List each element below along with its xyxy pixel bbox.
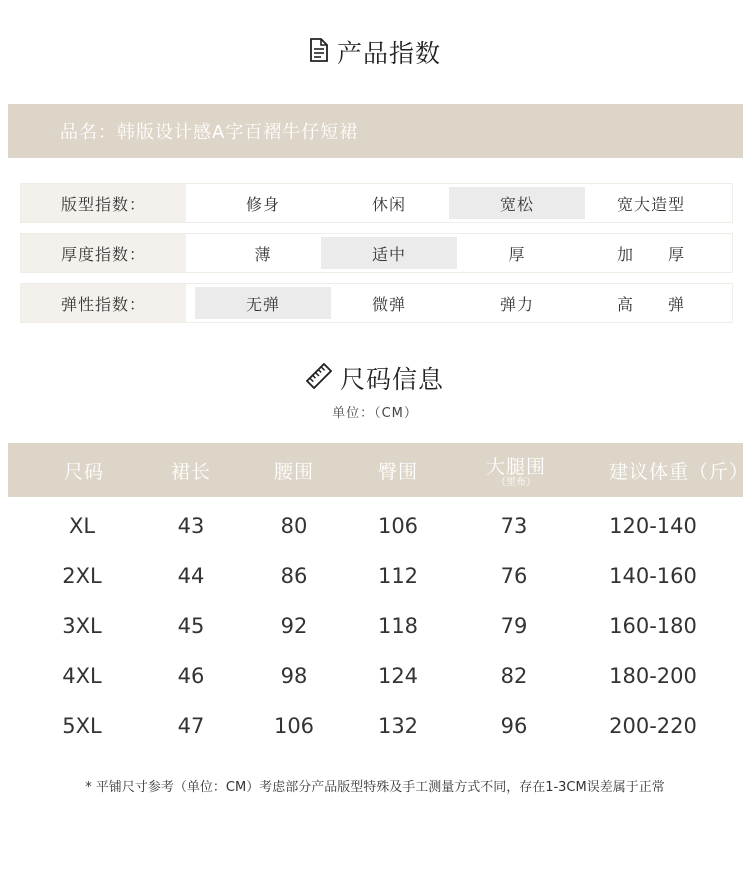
fit-option-loose-selected: 宽松 [449,187,585,219]
product-name-band [8,104,743,158]
product-index-title: 产品指数 [336,39,441,68]
header-skirt-length: 裙长 [170,460,212,483]
thickness-option-thin: 薄 [254,244,272,264]
measurement-footnote: * 平铺尺寸参考（单位：CM）考虑部分产品版型特殊及手工测量方式不同，存在1-3CM误差属于正常 [85,780,665,795]
cell-hip: 112 [377,564,419,588]
cell-waist: 98 [280,664,308,688]
cell-weight: 120-140 [609,514,697,538]
product-name: 品名：韩版设计感A字百褶牛仔短裙 [60,122,359,143]
cell-waist: 106 [273,714,315,738]
header-hip: 臀围 [377,460,419,483]
cell-size: 2XL [62,564,102,588]
elasticity-index-label: 弹性指数： [21,284,186,322]
cell-size: 3XL [62,614,102,638]
cell-hip: 118 [377,614,419,638]
header-thigh-subnote: （里布） [495,477,536,488]
elasticity-option-stretch: 弹力 [499,294,534,314]
table-row [0,651,750,701]
cell-weight: 180-200 [609,664,697,688]
header-suggested-weight: 建议体重（斤） [608,460,750,483]
table-row [0,701,750,751]
size-info-title: 尺码信息 [339,365,444,394]
cell-thigh: 96 [500,714,528,738]
table-row [0,551,750,601]
table-row [0,501,750,551]
cell-skirt-length: 43 [177,514,205,538]
thickness-index-label: 厚度指数： [21,234,186,272]
ruler-icon [306,363,332,393]
cell-skirt-length: 46 [177,664,205,688]
cell-waist: 92 [280,614,308,638]
cell-size: 4XL [62,664,102,688]
cell-waist: 80 [280,514,308,538]
cell-thigh: 82 [500,664,528,688]
cell-thigh: 76 [500,564,528,588]
cell-waist: 86 [280,564,308,588]
elasticity-option-slight: 微弹 [371,294,406,314]
cell-skirt-length: 44 [177,564,205,588]
document-icon [309,38,329,66]
elasticity-option-none-selected: 无弹 [195,287,331,319]
cell-thigh: 79 [500,614,528,638]
fit-option-casual: 休闲 [371,194,406,214]
header-thigh: 大腿围 （里布） [485,456,547,488]
size-table-header [8,443,750,497]
cell-weight: 140-160 [609,564,697,588]
header-waist: 腰围 [273,460,315,483]
cell-weight: 160-180 [609,614,697,638]
fit-index-label: 版型指数： [21,184,186,222]
cell-hip: 124 [377,664,419,688]
cell-thigh: 73 [500,514,528,538]
fit-option-oversized: 宽大造型 [616,194,685,214]
unit-note: 单位：（CM） [332,406,418,421]
thickness-option-thick: 厚 [508,244,526,264]
thickness-option-extra-thick: 加 厚 [616,244,685,264]
cell-skirt-length: 45 [177,614,205,638]
cell-hip: 106 [377,514,419,538]
elasticity-option-high: 高 弹 [616,294,685,314]
header-size: 尺码 [63,460,105,483]
size-info-heading [0,360,750,396]
thickness-option-medium-selected: 适中 [321,237,457,269]
elasticity-index-row [20,283,733,323]
cell-hip: 132 [377,714,419,738]
cell-size: 5XL [62,714,102,738]
cell-weight: 200-220 [609,714,697,738]
cell-size: XL [68,514,96,538]
fit-option-slim: 修身 [245,194,280,214]
thickness-index-row [20,233,733,273]
fit-index-row [20,183,733,223]
table-row [0,601,750,651]
cell-skirt-length: 47 [177,714,205,738]
product-index-heading [0,32,750,72]
